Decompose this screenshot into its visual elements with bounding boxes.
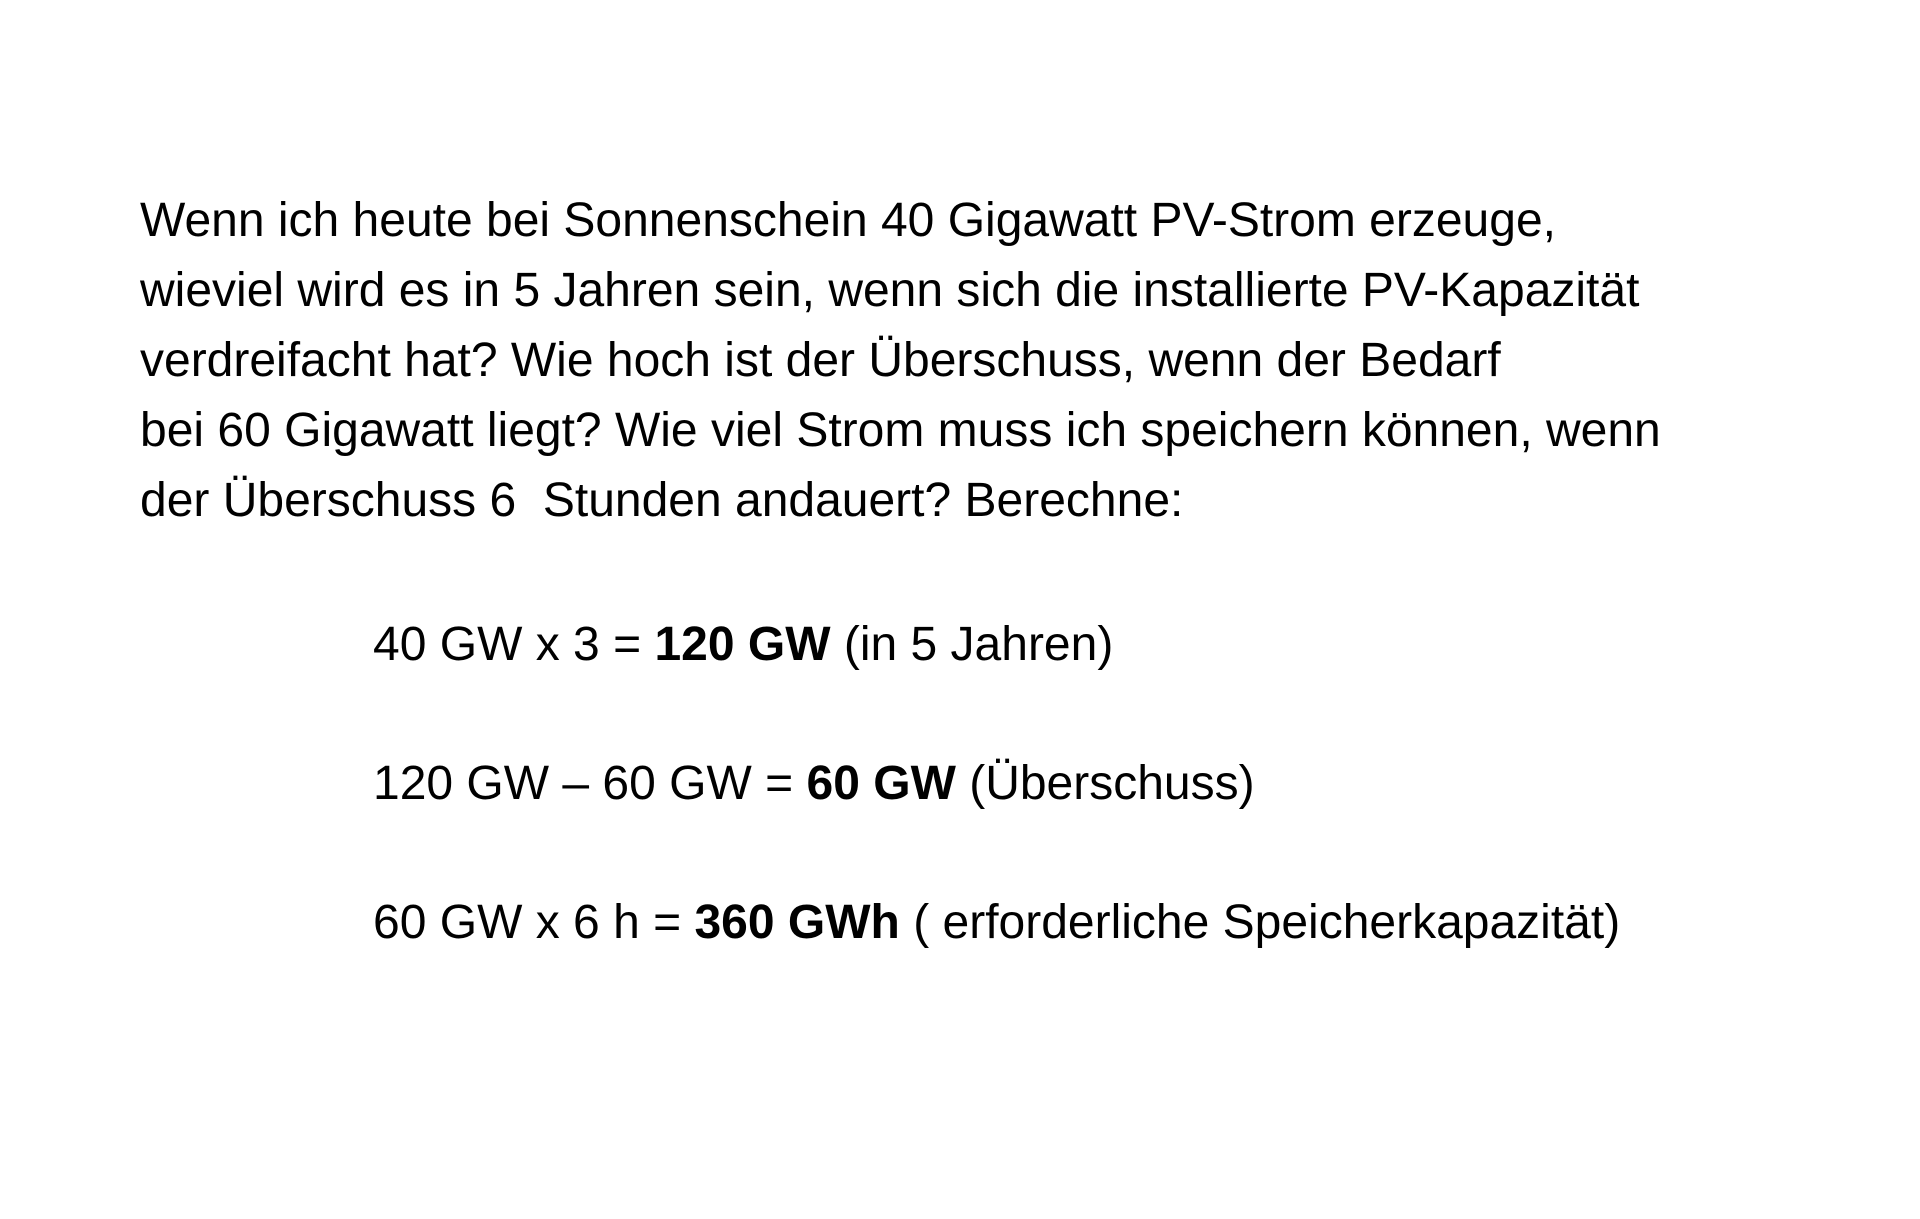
calculation-row-surplus xyxy=(373,749,1255,819)
question-line: der Überschuss 6 Stunden andauert? Berechne: xyxy=(140,474,1184,527)
calculation-expression: 40 GW x 3 = xyxy=(373,618,655,671)
calculation-note: ( erforderliche Speicherkapazität) xyxy=(899,896,1621,949)
calculation-note: (Überschuss) xyxy=(955,757,1255,810)
calculation-result: 60 GW xyxy=(806,757,956,810)
calculation-result: 360 GWh xyxy=(694,896,900,949)
question-line: bei 60 Gigawatt liegt? Wie viel Strom muss ich speichern können, wenn xyxy=(140,404,1661,457)
calculation-row-storage xyxy=(373,888,1620,958)
question-line: wieviel wird es in 5 Jahren sein, wenn sich die installierte PV-Kapazität xyxy=(140,264,1640,317)
calculation-row-production xyxy=(373,610,1113,680)
calculation-expression: 60 GW x 6 h = xyxy=(373,896,695,949)
calculation-note: (in 5 Jahren) xyxy=(830,618,1114,671)
question-line: Wenn ich heute bei Sonnenschein 40 Gigawatt PV-Strom erzeuge, xyxy=(140,194,1556,247)
question-line: verdreifacht hat? Wie hoch ist der Überschuss, wenn der Bedarf xyxy=(140,334,1501,387)
calculation-result: 120 GW xyxy=(654,618,831,671)
question-text xyxy=(140,186,1900,536)
calculation-expression: 120 GW – 60 GW = xyxy=(373,757,807,810)
